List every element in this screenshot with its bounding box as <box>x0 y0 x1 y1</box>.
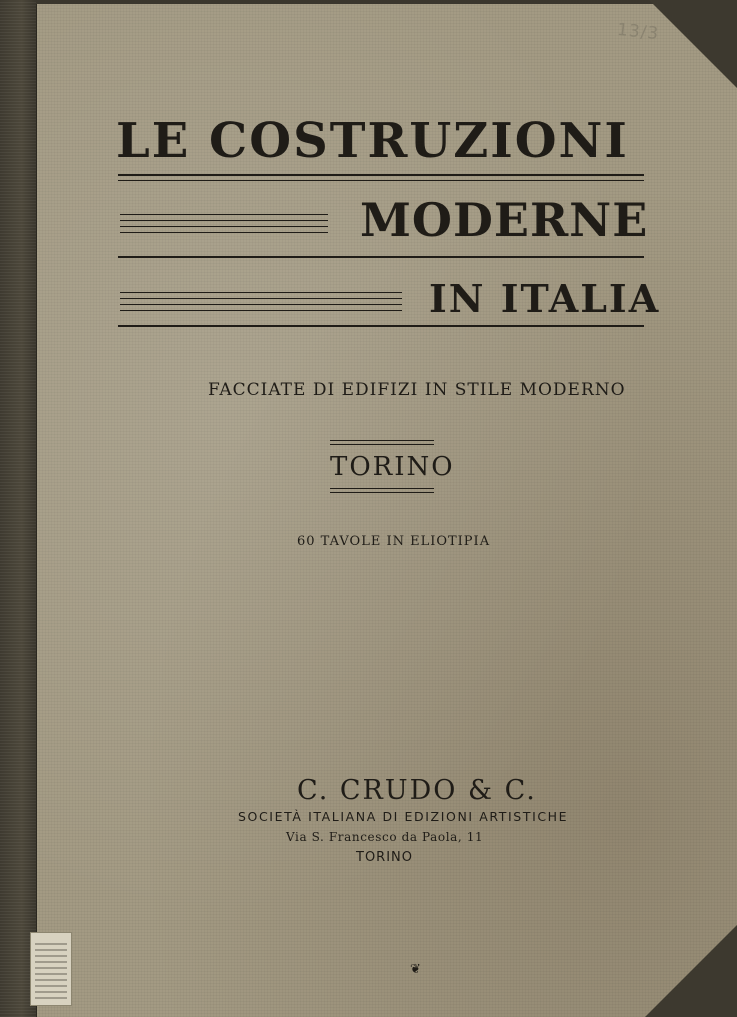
publisher-address: Via S. Francesco da Paola, 11 <box>286 830 484 844</box>
lead-line-b1 <box>120 292 402 293</box>
lead-line-b4 <box>120 310 402 311</box>
corner-top-right <box>649 0 737 88</box>
plates-note: 60 TAVOLE IN ELIOTIPIA <box>297 534 491 549</box>
publisher-city: TORINO <box>356 850 413 865</box>
title-rule-1b <box>118 180 644 181</box>
title-line-3: IN ITALIA <box>429 276 661 321</box>
lead-line-a1 <box>120 214 328 215</box>
lead-line-a2 <box>120 220 328 221</box>
city-rule-top-2 <box>330 444 434 445</box>
top-binding-edge <box>36 0 656 4</box>
title-rule-2 <box>118 256 644 258</box>
title-rule-1 <box>118 174 644 176</box>
pencil-annotation: 13/3 <box>616 19 661 45</box>
lead-line-b2 <box>120 298 402 299</box>
library-label <box>30 932 72 1006</box>
cover-subtitle: FACCIATE DI EDIFIZI IN STILE MODERNO <box>208 380 626 400</box>
lead-line-b3 <box>120 304 402 305</box>
lead-line-a4 <box>120 232 328 233</box>
title-rule-3 <box>118 325 644 327</box>
city-rule-bottom-2 <box>330 492 434 493</box>
title-line-2: MODERNE <box>360 193 649 247</box>
title-line-1: LE COSTRUZIONI <box>116 113 629 169</box>
publisher-society: SOCIETÀ ITALIANA DI EDIZIONI ARTISTICHE <box>238 809 569 824</box>
corner-bottom-right <box>645 925 737 1017</box>
lead-line-a3 <box>120 226 328 227</box>
cloth-spine <box>0 0 37 1017</box>
city-rule-bottom-1 <box>330 488 434 489</box>
publisher-name: C. CRUDO & C. <box>297 775 537 806</box>
cover-city: TORINO <box>330 452 455 482</box>
ornament-mark: ❦ <box>410 962 421 977</box>
city-rule-top-1 <box>330 440 434 441</box>
